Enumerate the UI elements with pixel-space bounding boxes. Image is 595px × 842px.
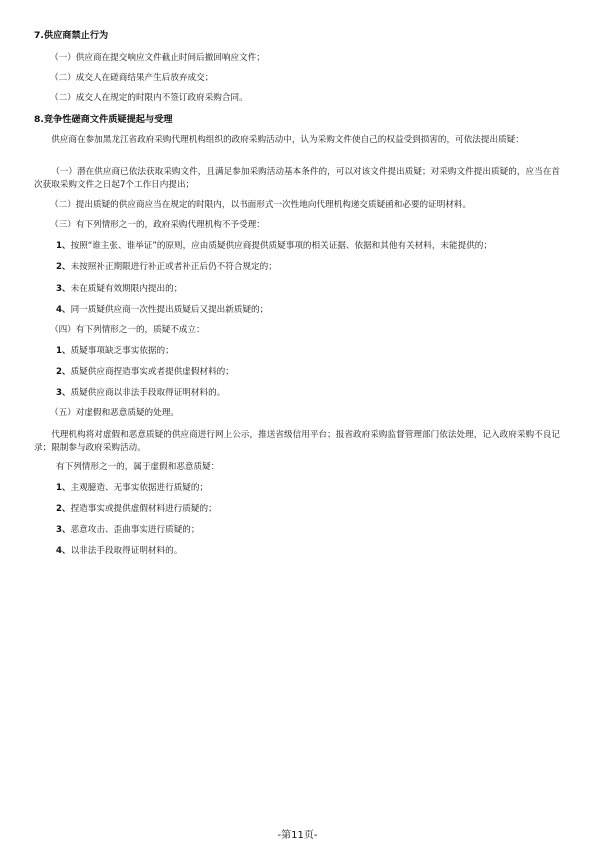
list-text: 主观臆造、无事实依据进行质疑的； <box>70 483 209 493</box>
list-text: 质疑供应商捏造事实或者提供虚假材料的； <box>70 367 234 377</box>
list-item <box>56 524 560 537</box>
list-number: 3、 <box>56 525 71 535</box>
list-text: 恶意攻击、歪曲事实进行质疑的； <box>70 525 200 535</box>
list-item <box>56 366 560 379</box>
list-number: 3、 <box>56 388 71 398</box>
list-item <box>56 545 560 558</box>
list-text: 以非法手段取得证明材料的。 <box>70 546 183 556</box>
list-item <box>56 482 560 495</box>
list-item <box>56 240 560 253</box>
list-number: 4、 <box>56 305 71 315</box>
clause-item: （二）提出质疑的供应商应当在规定的时限内，以书面形式一次性地向代理机构递交质疑函和必要的证明材料。 <box>50 200 472 210</box>
list-number: 2、 <box>56 367 71 377</box>
list-number: 1、 <box>56 241 71 251</box>
list-item <box>56 503 560 516</box>
heading-text: 竞争性磋商文件质疑提起与受理 <box>43 114 173 125</box>
list-number: 1、 <box>56 346 71 356</box>
list-number: 2、 <box>56 504 71 514</box>
list-item <box>56 345 560 358</box>
clause-item: （二）成交人在磋商结果产生后放弃成交； <box>50 73 214 83</box>
clause-item: 有下列情形之一的，属于虚假和恶意质疑： <box>56 462 220 472</box>
section-heading <box>34 113 560 126</box>
list-text: 同一质疑供应商一次性提出质疑后又提出新质疑的； <box>70 305 269 315</box>
heading-number: 7. <box>34 30 44 41</box>
clause-item: （一）供应商在提交响应文件截止时间后撤回响应文件； <box>50 53 265 63</box>
list-text: 按照“谁主张、谁举证”的原则，应由质疑供应商提供质疑事项的相关证据、依据和其他有关材料，未能提供的； <box>70 241 492 251</box>
list-number: 3、 <box>56 284 71 294</box>
list-number: 2、 <box>56 262 71 272</box>
list-text: 质疑供应商以非法手段取得证明材料的。 <box>70 388 226 398</box>
heading-number: 8. <box>34 114 44 125</box>
list-item <box>56 261 560 274</box>
clause-item: （三）有下列情形之一的，政府采购代理机构不予受理： <box>50 220 265 230</box>
clause-item: （四）有下列情形之一的，质疑不成立： <box>50 325 205 335</box>
clause-paragraph: （一）潜在供应商已依法获取采购文件，且满足参加采购活动基本条件的，可以对该文件提出质疑；对采购文件提出质疑的，应当在首次获取采购文件之日起7个工作日内提出； <box>34 167 560 190</box>
clause-item: （五）对虚假和恶意质疑的处理。 <box>50 408 179 418</box>
heading-text: 供应商禁止行为 <box>43 30 109 41</box>
list-item <box>56 304 560 317</box>
list-text: 捏造事实或提供虚假材料进行质疑的； <box>70 504 217 514</box>
list-number: 1、 <box>56 483 71 493</box>
clause-item: （二）成交人在规定的时限内不签订政府采购合同。 <box>50 93 248 103</box>
page-number: -第11页- <box>277 830 318 841</box>
list-number: 4、 <box>56 546 71 556</box>
list-text: 未在质疑有效期限内提出的； <box>70 284 183 294</box>
clause-paragraph: 代理机构将对虚假和恶意质疑的供应商进行网上公示，推送省级信用平台；报省政府采购监督管理部门依法处理，记入政府采购不良记录；限制参与政府采购活动。 <box>34 430 560 453</box>
list-text: 未按照补正期限进行补正或者补正后仍不符合规定的； <box>70 262 277 272</box>
list-text: 质疑事项缺乏事实依据的； <box>70 346 174 356</box>
list-item <box>56 283 560 296</box>
section-heading <box>34 29 560 42</box>
intro-paragraph: 供应商在参加黑龙江省政府采购代理机构组织的政府采购活动中，认为采购文件使自己的权益受到损害的，可依法提出质疑： <box>51 135 524 145</box>
list-item <box>56 387 560 400</box>
